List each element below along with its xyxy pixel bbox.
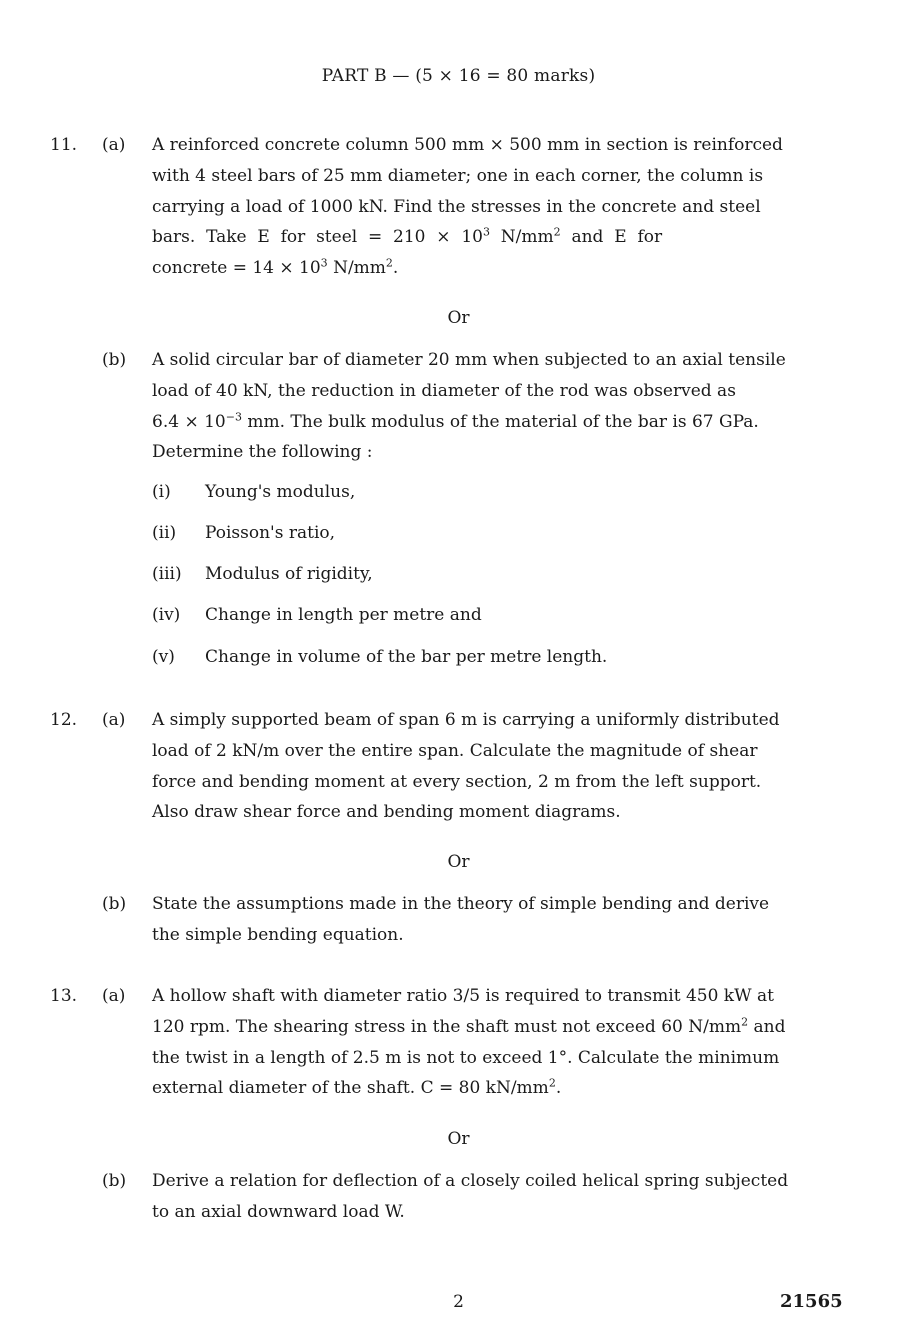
part-label-11a: (a): [102, 135, 126, 155]
question-number-11: 11.: [50, 135, 78, 155]
part-title: PART B — (5 × 16 = 80 marks): [321, 66, 596, 86]
part-label-13a: (a): [102, 986, 126, 1006]
q12a-line2: load of 2 kN/m over the entire span. Calculate the magnitude of shear: [152, 740, 758, 761]
q11b-line2: load of 40 kN, the reduction in diameter of the rod was observed as: [152, 380, 736, 401]
q11a-line1: A reinforced concrete column 500 mm × 500 mm in section is reinforced: [152, 135, 783, 155]
q11b-line3: $6.4 \times 10^{-3}$ mm. The bulk modulus of the material of the bar is 67 GPa.: [152, 409, 759, 432]
question-13a-text: [152, 981, 840, 1104]
sub-item-iv: (iv) Change in length per metre and: [152, 605, 482, 625]
q13b-line2: to an axial downward load W.: [152, 1201, 405, 1222]
sub-item-v: (v) Change in volume of the bar per metre length.: [152, 647, 608, 667]
q11a-line5: concrete = $14 \times 10^3$ $N/mm^2$.: [152, 256, 399, 279]
part-label-13b: (b): [102, 1171, 127, 1191]
exam-code: 21565: [780, 1291, 843, 1312]
q12a-line1: A simply supported beam of span 6 m is carrying a uniformly distributed: [152, 710, 780, 730]
question-11a-text: [152, 130, 840, 284]
or-divider-11: Or: [447, 308, 470, 328]
q13a-line3: the twist in a length of 2.5 m is not to exceed 1°. Calculate the minimum: [152, 1047, 780, 1068]
q12b-line1: State the assumptions made in the theory of simple bending and derive: [152, 894, 770, 914]
q11b-line4: Determine the following :: [152, 442, 373, 463]
q11a-line2: with 4 steel bars of 25 mm diameter; one in each corner, the column is: [152, 165, 764, 186]
q12b-line2: the simple bending equation.: [152, 924, 404, 945]
q13b-line1: Derive a relation for deflection of a closely coiled helical spring subjected: [152, 1171, 789, 1191]
q11a-line3: carrying a load of 1000 kN. Find the stresses in the concrete and steel: [152, 196, 761, 217]
or-divider-12: Or: [447, 852, 470, 872]
q11b-line1: A solid circular bar of diameter 20 mm when subjected to an axial tensile: [152, 350, 786, 370]
question-12a-text: [152, 705, 840, 828]
question-12b-text: [152, 889, 840, 951]
part-label-12b: (b): [102, 894, 127, 914]
sub-item-i: (i) Young's modulus,: [152, 482, 356, 502]
question-11b-text: [152, 345, 840, 468]
question-number-12: 12.: [50, 710, 78, 730]
sub-item-ii: (ii) Poisson's ratio,: [152, 523, 336, 543]
q13a-line1: A hollow shaft with diameter ratio 3/5 is required to transmit 450 kW at: [152, 986, 774, 1006]
question-number-13: 13.: [50, 986, 78, 1006]
question-13b-text: [152, 1166, 840, 1228]
q12a-line3: force and bending moment at every section, 2 m from the left support.: [152, 771, 762, 792]
q12a-line4: Also draw shear force and bending moment diagrams.: [152, 802, 621, 823]
or-divider-13: Or: [447, 1129, 470, 1149]
q13a-line2: 120 rpm. The shearing stress in the shaft must not exceed 60 $N/mm^2$ and: [152, 1015, 786, 1037]
part-label-12a: (a): [102, 710, 126, 730]
part-label-11b: (b): [102, 350, 127, 370]
q11a-line4: bars. Take E for steel = $210 \times 10^3$ $N/mm^2$ and E for: [152, 225, 663, 248]
q13a-line4: external diameter of the shaft. C = 80 $kN/mm^2$.: [152, 1076, 562, 1099]
page-number: 2: [453, 1292, 464, 1312]
sub-item-iii: (iii) Modulus of rigidity,: [152, 564, 373, 584]
